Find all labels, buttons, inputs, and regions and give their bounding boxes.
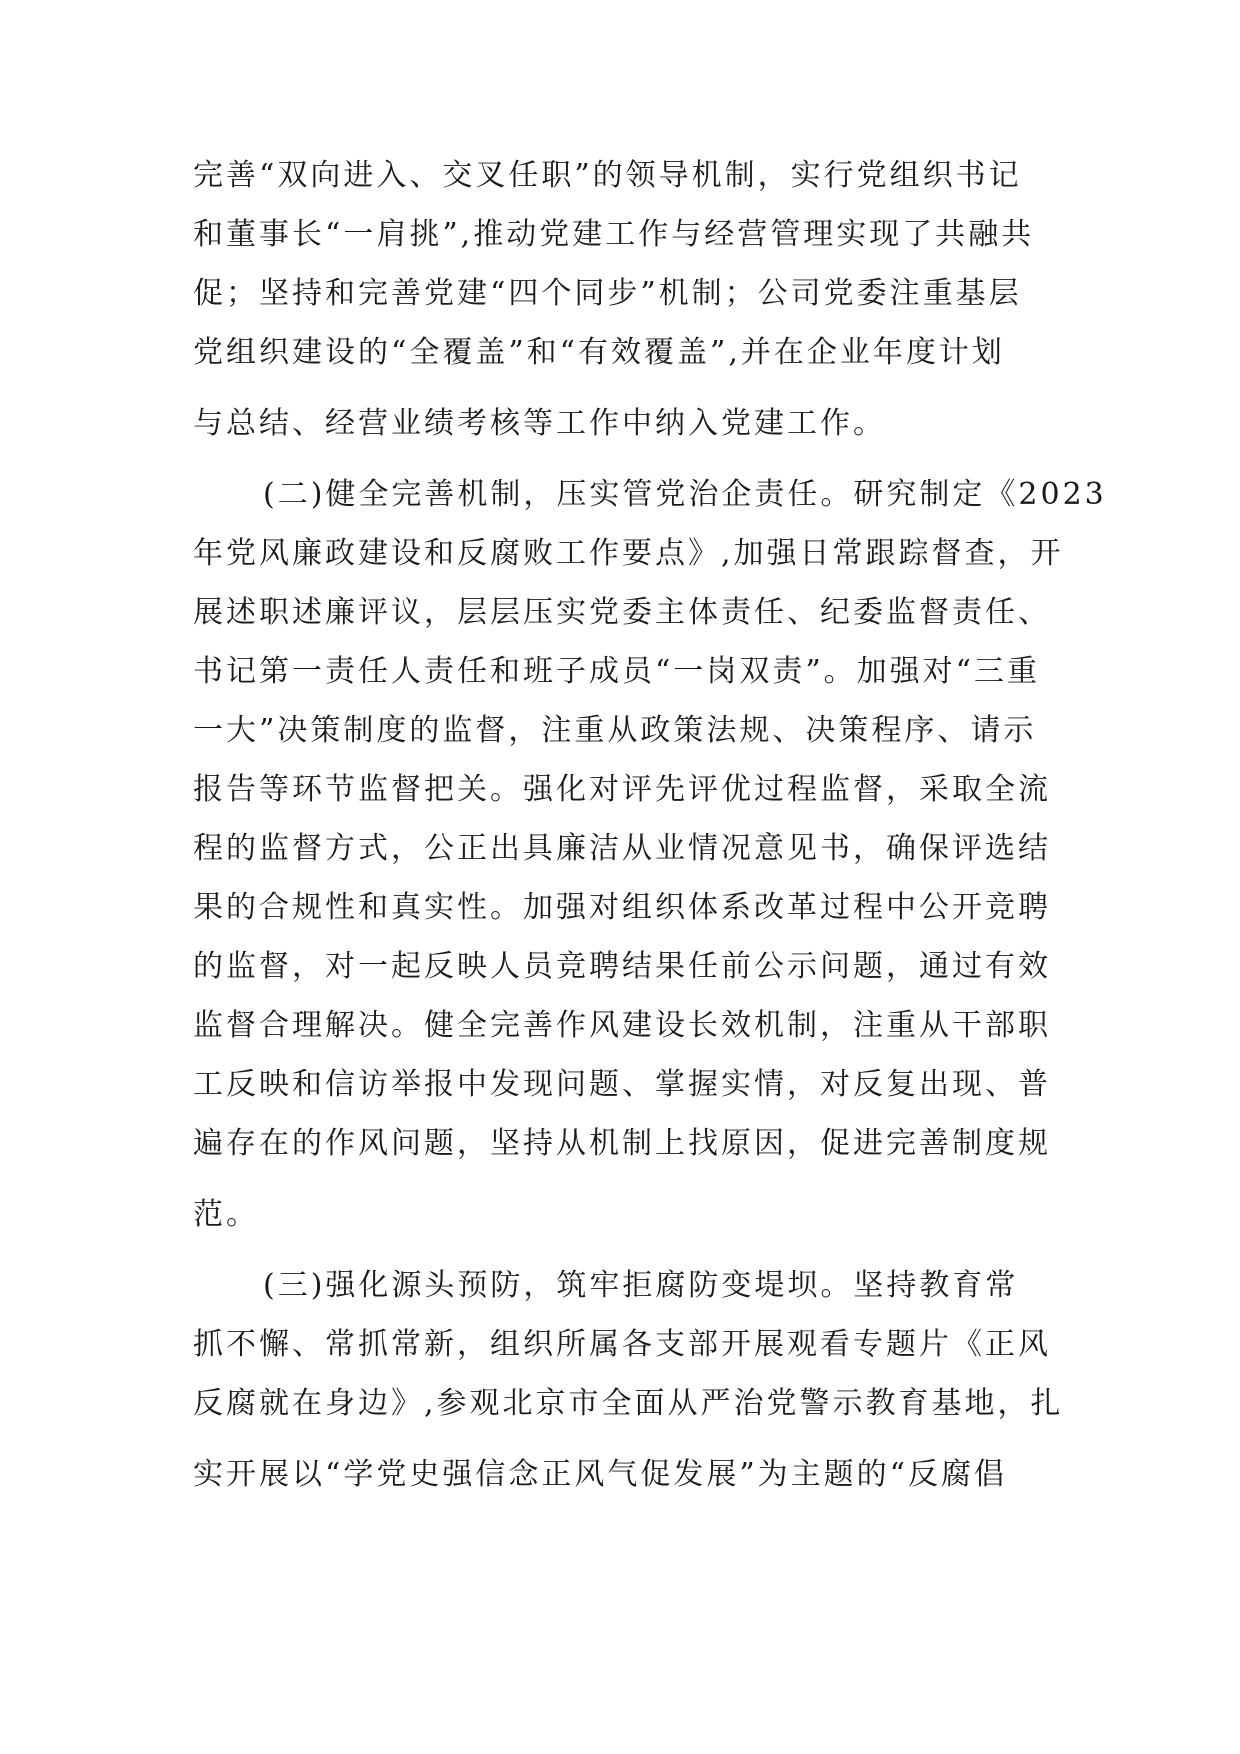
paragraph-line: 展述职述廉评议，层层压实党委主体责任、纪委监督责任、 [193, 595, 1051, 630]
paragraph-line: 书记第一责任人责任和班子成员“一岗双责”。加强对“三重 [193, 654, 1041, 689]
paragraph-line: 党组织建设的“全覆盖”和“有效覆盖”,并在企业年度计划 [193, 335, 1005, 370]
paragraph-line: 范。 [193, 1197, 259, 1232]
paragraph-line: 与总结、经营业绩考核等工作中纳入党建工作。 [193, 406, 886, 441]
paragraph-1 [193, 146, 1053, 453]
paragraph-line: 程的监督方式，公正出具廉洁从业情况意见书，确保评选结 [193, 831, 1051, 866]
paragraph-line: 反腐就在身边》,参观北京市全面从严治党警示教育基地，扎 [193, 1386, 1064, 1421]
paragraph-line: 抓不懈、常抓常新，组织所属各支部开展观看专题片《正风 [193, 1327, 1051, 1362]
paragraph-line: 实开展以“学党史强信念正风气促发展”为主题的“反腐倡 [193, 1457, 1008, 1492]
paragraph-line: 年党风廉政建设和反腐败工作要点》,加强日常跟踪督查，开 [193, 536, 1064, 571]
document-body [193, 146, 1107, 1504]
paragraph-line: 一大”决策制度的监督，注重从政策法规、决策程序、请示 [193, 713, 1037, 748]
paragraph-line: 工反映和信访举报中发现问题、掌握实情，对反复出现、普 [193, 1067, 1051, 1102]
paragraph-line: (三)强化源头预防，筑牢拒腐防变堤坝。坚持教育常 [263, 1268, 1019, 1303]
paragraph-line: 报告等环节监督把关。强化对评先评优过程监督，采取全流 [193, 772, 1051, 807]
paragraph-line: 监督合理解决。健全完善作风建设长效机制，注重从干部职 [193, 1008, 1051, 1043]
paragraph-line: 的监督，对一起反映人员竞聘结果任前公示问题，通过有效 [193, 949, 1051, 984]
paragraph-line: 完善“双向进入、交叉任职”的领导机制，实行党组织书记 [193, 158, 1022, 193]
paragraph-line: (二)健全完善机制，压实管党治企责任。研究制定《2023 [263, 477, 1107, 512]
paragraph-2 [193, 465, 1107, 1244]
paragraph-line: 和董事长“一肩挑”,推动党建工作与经营管理实现了共融共 [193, 217, 1035, 252]
paragraph-3 [193, 1256, 1064, 1504]
paragraph-line: 果的合规性和真实性。加强对组织体系改革过程中公开竞聘 [193, 890, 1051, 925]
paragraph-line: 促；坚持和完善党建“四个同步”机制；公司党委注重基层 [193, 276, 1022, 311]
paragraph-line: 遍存在的作风问题，坚持从机制上找原因，促进完善制度规 [193, 1126, 1051, 1161]
